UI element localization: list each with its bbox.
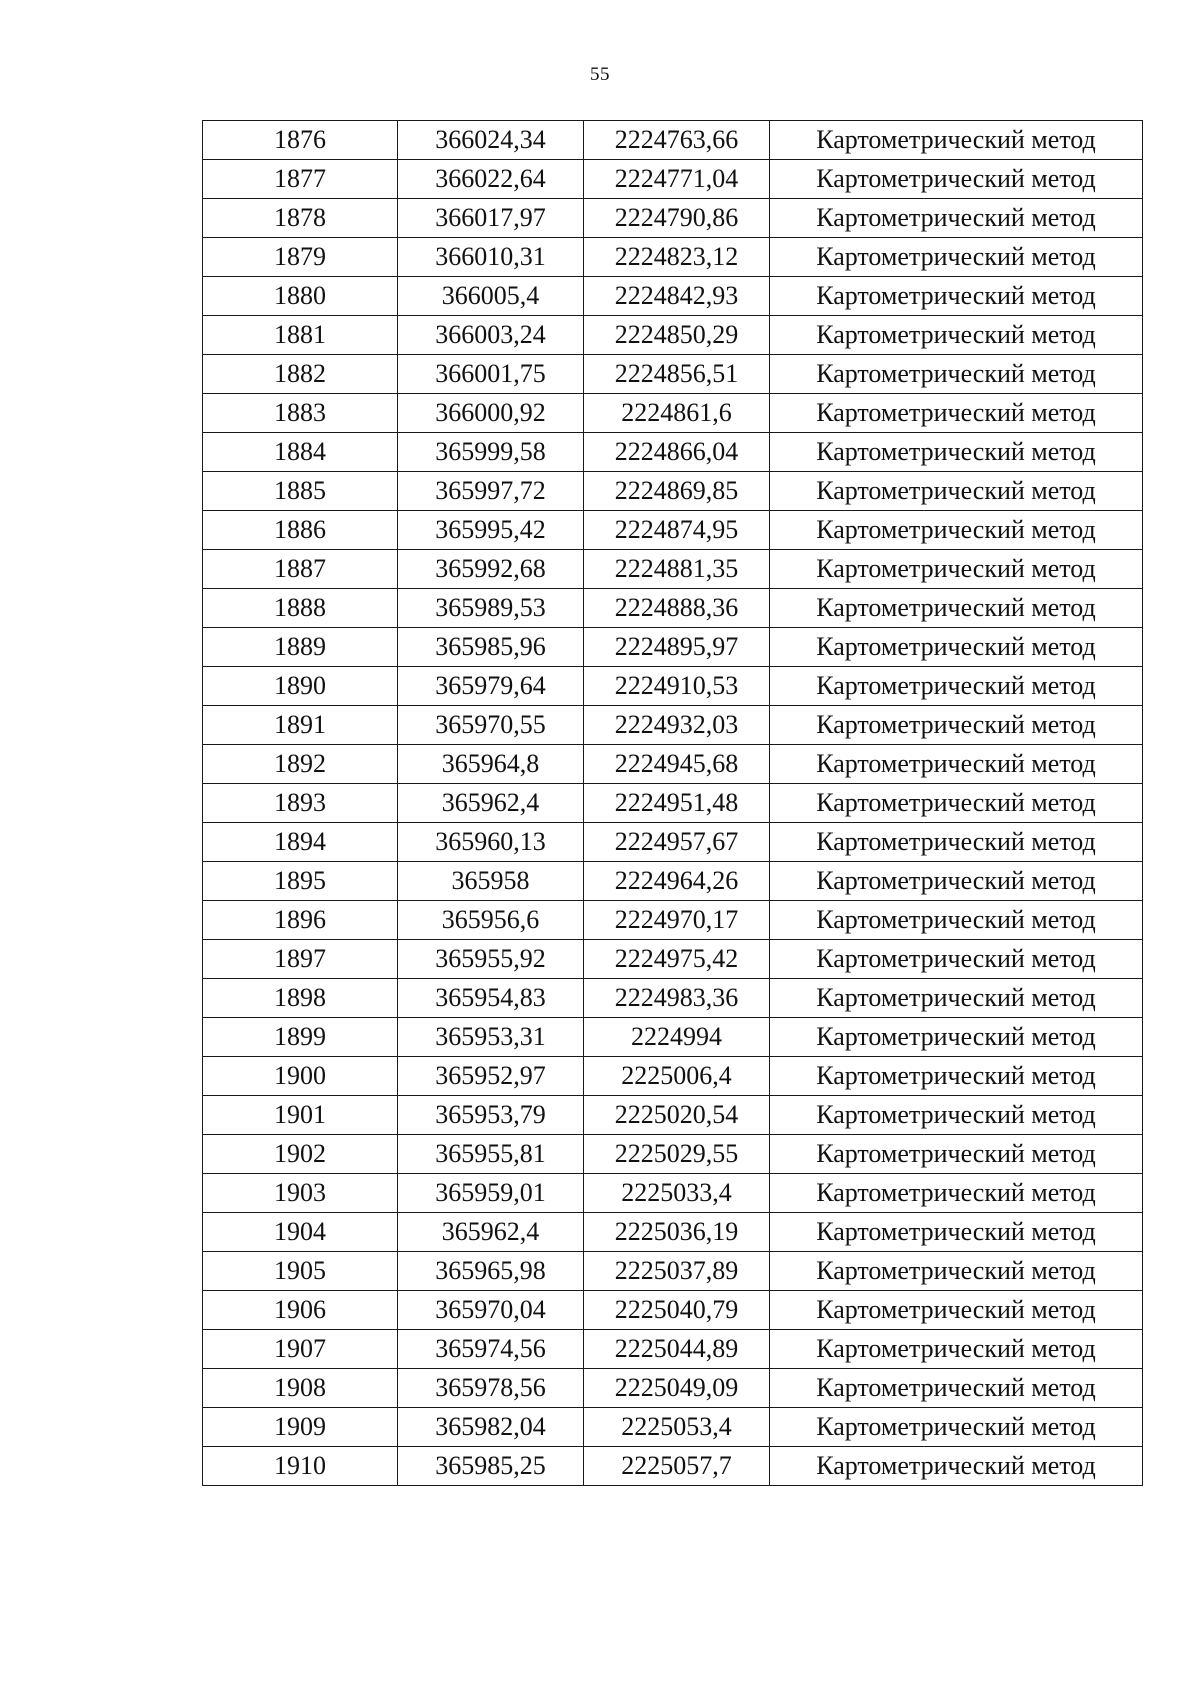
y-coordinate-cell: 2225037,89 xyxy=(584,1252,770,1291)
x-coordinate-cell: 365970,55 xyxy=(398,706,584,745)
method-cell: Картометрический метод xyxy=(770,1369,1143,1408)
point-number-cell: 1909 xyxy=(203,1408,398,1447)
y-coordinate-cell: 2224910,53 xyxy=(584,667,770,706)
point-number-cell: 1889 xyxy=(203,628,398,667)
point-number-cell: 1898 xyxy=(203,979,398,1018)
x-coordinate-cell: 366005,4 xyxy=(398,277,584,316)
y-coordinate-cell: 2225040,79 xyxy=(584,1291,770,1330)
point-number-cell: 1884 xyxy=(203,433,398,472)
table-row xyxy=(203,511,1143,550)
x-coordinate-cell: 365960,13 xyxy=(398,823,584,862)
point-number-cell: 1882 xyxy=(203,355,398,394)
x-coordinate-cell: 365964,8 xyxy=(398,745,584,784)
method-cell: Картометрический метод xyxy=(770,355,1143,394)
y-coordinate-cell: 2224842,93 xyxy=(584,277,770,316)
y-coordinate-cell: 2224874,95 xyxy=(584,511,770,550)
method-cell: Картометрический метод xyxy=(770,238,1143,277)
point-number-cell: 1881 xyxy=(203,316,398,355)
x-coordinate-cell: 365952,97 xyxy=(398,1057,584,1096)
table-row xyxy=(203,1018,1143,1057)
point-number-cell: 1894 xyxy=(203,823,398,862)
point-number-cell: 1885 xyxy=(203,472,398,511)
point-number-cell: 1907 xyxy=(203,1330,398,1369)
x-coordinate-cell: 365979,64 xyxy=(398,667,584,706)
y-coordinate-cell: 2224957,67 xyxy=(584,823,770,862)
point-number-cell: 1900 xyxy=(203,1057,398,1096)
y-coordinate-cell: 2225057,7 xyxy=(584,1447,770,1486)
method-cell: Картометрический метод xyxy=(770,823,1143,862)
coordinates-table xyxy=(202,120,1143,1486)
table-row xyxy=(203,1057,1143,1096)
x-coordinate-cell: 366024,34 xyxy=(398,121,584,160)
x-coordinate-cell: 366003,24 xyxy=(398,316,584,355)
x-coordinate-cell: 365970,04 xyxy=(398,1291,584,1330)
method-cell: Картометрический метод xyxy=(770,706,1143,745)
y-coordinate-cell: 2224850,29 xyxy=(584,316,770,355)
method-cell: Картометрический метод xyxy=(770,784,1143,823)
table-row xyxy=(203,1408,1143,1447)
point-number-cell: 1905 xyxy=(203,1252,398,1291)
table-row xyxy=(203,1174,1143,1213)
y-coordinate-cell: 2224951,48 xyxy=(584,784,770,823)
method-cell: Картометрический метод xyxy=(770,121,1143,160)
x-coordinate-cell: 365962,4 xyxy=(398,784,584,823)
x-coordinate-cell: 366017,97 xyxy=(398,199,584,238)
x-coordinate-cell: 365962,4 xyxy=(398,1213,584,1252)
point-number-cell: 1896 xyxy=(203,901,398,940)
table-row xyxy=(203,1447,1143,1486)
x-coordinate-cell: 365974,56 xyxy=(398,1330,584,1369)
x-coordinate-cell: 365989,53 xyxy=(398,589,584,628)
method-cell: Картометрический метод xyxy=(770,1408,1143,1447)
point-number-cell: 1883 xyxy=(203,394,398,433)
point-number-cell: 1891 xyxy=(203,706,398,745)
table-row xyxy=(203,160,1143,199)
table-row xyxy=(203,1213,1143,1252)
table-row xyxy=(203,121,1143,160)
y-coordinate-cell: 2224975,42 xyxy=(584,940,770,979)
x-coordinate-cell: 366001,75 xyxy=(398,355,584,394)
method-cell: Картометрический метод xyxy=(770,1135,1143,1174)
method-cell: Картометрический метод xyxy=(770,667,1143,706)
point-number-cell: 1886 xyxy=(203,511,398,550)
point-number-cell: 1893 xyxy=(203,784,398,823)
x-coordinate-cell: 366010,31 xyxy=(398,238,584,277)
y-coordinate-cell: 2224823,12 xyxy=(584,238,770,277)
table-row xyxy=(203,745,1143,784)
method-cell: Картометрический метод xyxy=(770,199,1143,238)
point-number-cell: 1899 xyxy=(203,1018,398,1057)
x-coordinate-cell: 365992,68 xyxy=(398,550,584,589)
y-coordinate-cell: 2224861,6 xyxy=(584,394,770,433)
x-coordinate-cell: 365959,01 xyxy=(398,1174,584,1213)
y-coordinate-cell: 2225044,89 xyxy=(584,1330,770,1369)
method-cell: Картометрический метод xyxy=(770,862,1143,901)
y-coordinate-cell: 2224932,03 xyxy=(584,706,770,745)
point-number-cell: 1878 xyxy=(203,199,398,238)
table-row xyxy=(203,940,1143,979)
table-row xyxy=(203,394,1143,433)
method-cell: Картометрический метод xyxy=(770,472,1143,511)
method-cell: Картометрический метод xyxy=(770,1096,1143,1135)
point-number-cell: 1906 xyxy=(203,1291,398,1330)
table-row xyxy=(203,667,1143,706)
y-coordinate-cell: 2224856,51 xyxy=(584,355,770,394)
x-coordinate-cell: 366022,64 xyxy=(398,160,584,199)
method-cell: Картометрический метод xyxy=(770,1018,1143,1057)
method-cell: Картометрический метод xyxy=(770,433,1143,472)
point-number-cell: 1895 xyxy=(203,862,398,901)
table-row xyxy=(203,1252,1143,1291)
point-number-cell: 1879 xyxy=(203,238,398,277)
point-number-cell: 1910 xyxy=(203,1447,398,1486)
point-number-cell: 1904 xyxy=(203,1213,398,1252)
y-coordinate-cell: 2225053,4 xyxy=(584,1408,770,1447)
x-coordinate-cell: 365982,04 xyxy=(398,1408,584,1447)
x-coordinate-cell: 365953,79 xyxy=(398,1096,584,1135)
y-coordinate-cell: 2225049,09 xyxy=(584,1369,770,1408)
x-coordinate-cell: 365955,92 xyxy=(398,940,584,979)
point-number-cell: 1888 xyxy=(203,589,398,628)
y-coordinate-cell: 2224866,04 xyxy=(584,433,770,472)
table-row xyxy=(203,589,1143,628)
table-row xyxy=(203,706,1143,745)
y-coordinate-cell: 2225006,4 xyxy=(584,1057,770,1096)
y-coordinate-cell: 2225033,4 xyxy=(584,1174,770,1213)
method-cell: Картометрический метод xyxy=(770,628,1143,667)
table-row xyxy=(203,901,1143,940)
y-coordinate-cell: 2224881,35 xyxy=(584,550,770,589)
method-cell: Картометрический метод xyxy=(770,1174,1143,1213)
x-coordinate-cell: 365965,98 xyxy=(398,1252,584,1291)
method-cell: Картометрический метод xyxy=(770,160,1143,199)
x-coordinate-cell: 365985,25 xyxy=(398,1447,584,1486)
method-cell: Картометрический метод xyxy=(770,511,1143,550)
x-coordinate-cell: 365958 xyxy=(398,862,584,901)
x-coordinate-cell: 365955,81 xyxy=(398,1135,584,1174)
method-cell: Картометрический метод xyxy=(770,1213,1143,1252)
x-coordinate-cell: 365956,6 xyxy=(398,901,584,940)
point-number-cell: 1887 xyxy=(203,550,398,589)
method-cell: Картометрический метод xyxy=(770,1447,1143,1486)
method-cell: Картометрический метод xyxy=(770,316,1143,355)
table-row xyxy=(203,433,1143,472)
y-coordinate-cell: 2225020,54 xyxy=(584,1096,770,1135)
table-row xyxy=(203,862,1143,901)
method-cell: Картометрический метод xyxy=(770,1291,1143,1330)
table-row xyxy=(203,823,1143,862)
method-cell: Картометрический метод xyxy=(770,1330,1143,1369)
x-coordinate-cell: 366000,92 xyxy=(398,394,584,433)
point-number-cell: 1901 xyxy=(203,1096,398,1135)
method-cell: Картометрический метод xyxy=(770,550,1143,589)
x-coordinate-cell: 365985,96 xyxy=(398,628,584,667)
point-number-cell: 1902 xyxy=(203,1135,398,1174)
point-number-cell: 1903 xyxy=(203,1174,398,1213)
y-coordinate-cell: 2224895,97 xyxy=(584,628,770,667)
table-row xyxy=(203,784,1143,823)
table-row xyxy=(203,1369,1143,1408)
point-number-cell: 1880 xyxy=(203,277,398,316)
coordinates-table-body xyxy=(203,121,1143,1486)
point-number-cell: 1897 xyxy=(203,940,398,979)
table-row xyxy=(203,1096,1143,1135)
table-row xyxy=(203,472,1143,511)
y-coordinate-cell: 2225036,19 xyxy=(584,1213,770,1252)
method-cell: Картометрический метод xyxy=(770,940,1143,979)
y-coordinate-cell: 2224888,36 xyxy=(584,589,770,628)
method-cell: Картометрический метод xyxy=(770,394,1143,433)
table-row xyxy=(203,238,1143,277)
x-coordinate-cell: 365997,72 xyxy=(398,472,584,511)
y-coordinate-cell: 2224790,86 xyxy=(584,199,770,238)
method-cell: Картометрический метод xyxy=(770,277,1143,316)
table-row xyxy=(203,979,1143,1018)
table-row xyxy=(203,1330,1143,1369)
x-coordinate-cell: 365954,83 xyxy=(398,979,584,1018)
table-row xyxy=(203,1291,1143,1330)
y-coordinate-cell: 2224771,04 xyxy=(584,160,770,199)
table-row xyxy=(203,1135,1143,1174)
table-row xyxy=(203,628,1143,667)
point-number-cell: 1876 xyxy=(203,121,398,160)
point-number-cell: 1892 xyxy=(203,745,398,784)
point-number-cell: 1908 xyxy=(203,1369,398,1408)
table-row xyxy=(203,316,1143,355)
x-coordinate-cell: 365995,42 xyxy=(398,511,584,550)
method-cell: Картометрический метод xyxy=(770,1252,1143,1291)
y-coordinate-cell: 2225029,55 xyxy=(584,1135,770,1174)
y-coordinate-cell: 2224945,68 xyxy=(584,745,770,784)
page-number: 55 xyxy=(590,64,610,85)
point-number-cell: 1890 xyxy=(203,667,398,706)
y-coordinate-cell: 2224964,26 xyxy=(584,862,770,901)
method-cell: Картометрический метод xyxy=(770,589,1143,628)
table-row xyxy=(203,550,1143,589)
y-coordinate-cell: 2224869,85 xyxy=(584,472,770,511)
method-cell: Картометрический метод xyxy=(770,1057,1143,1096)
point-number-cell: 1877 xyxy=(203,160,398,199)
table-row xyxy=(203,355,1143,394)
y-coordinate-cell: 2224994 xyxy=(584,1018,770,1057)
y-coordinate-cell: 2224970,17 xyxy=(584,901,770,940)
table-row xyxy=(203,199,1143,238)
table-row xyxy=(203,277,1143,316)
method-cell: Картометрический метод xyxy=(770,901,1143,940)
x-coordinate-cell: 365953,31 xyxy=(398,1018,584,1057)
x-coordinate-cell: 365999,58 xyxy=(398,433,584,472)
x-coordinate-cell: 365978,56 xyxy=(398,1369,584,1408)
method-cell: Картометрический метод xyxy=(770,745,1143,784)
y-coordinate-cell: 2224983,36 xyxy=(584,979,770,1018)
y-coordinate-cell: 2224763,66 xyxy=(584,121,770,160)
method-cell: Картометрический метод xyxy=(770,979,1143,1018)
